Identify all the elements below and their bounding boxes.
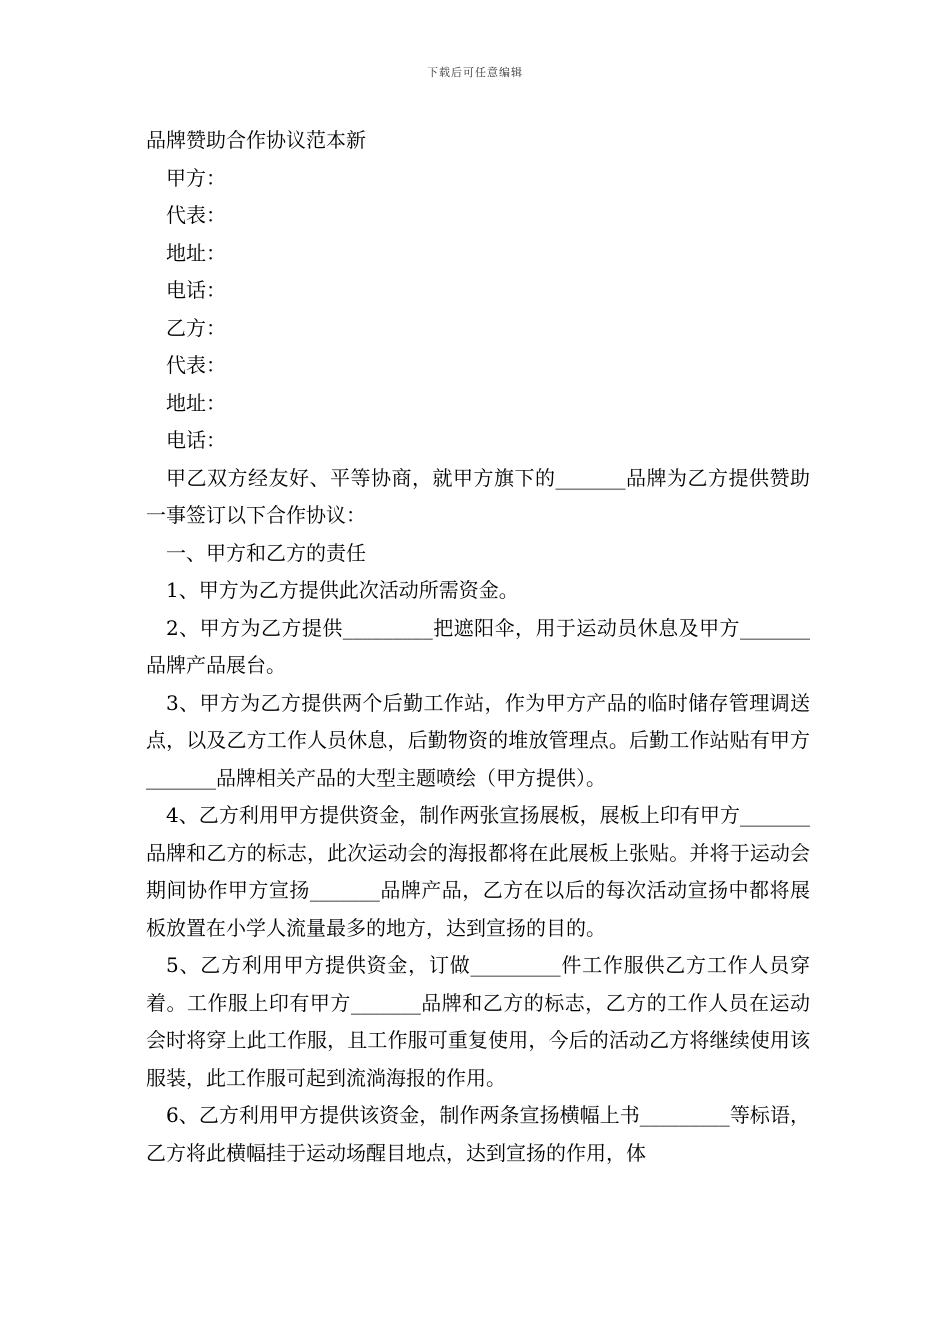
- field-party-b-representative: 代表：: [166, 353, 226, 377]
- clause-5: 5、乙方利用甲方提供资金，订做_________件工作服供乙方工作人员穿着。工作服上印有甲方_______品牌和乙方的标志，乙方的工作人员在运动会时将穿上此工作服，且工作服可重复使用，今后的活动乙方将继续使用该服装，此工作服可起到流淌海报的作用。: [146, 953, 810, 1090]
- document-title: 品牌赞助合作协议范本新: [146, 128, 366, 152]
- clause-4: 4、乙方利用甲方提供资金，制作两张宣扬展板，展板上印有甲方_______品牌和乙方的标志，此次运动会的海报都将在此展板上张贴。并将于运动会期间协作甲方宣扬_______品牌产品，乙方在以后的每次活动宣扬中都将展板放置在小学人流量最多的地方，达到宣扬的目的。: [146, 803, 810, 940]
- clause-6: 6、乙方利用甲方提供该资金，制作两条宣扬横幅上书_________等标语，乙方将此横幅挂于运动场醒目地点，达到宣扬的作用，体: [146, 1103, 810, 1165]
- document-body: [146, 122, 810, 1172]
- field-party-b-address: 地址：: [166, 390, 226, 415]
- field-party-b: 乙方：: [166, 315, 226, 340]
- field-party-a: 甲方：: [166, 165, 226, 190]
- field-party-b-phone: 电话：: [166, 428, 226, 452]
- field-party-a-phone: 电话：: [166, 278, 226, 302]
- section-heading-responsibilities: 一、甲方和乙方的责任: [166, 540, 366, 565]
- page-header-note: 下载后可任意编辑: [427, 66, 523, 79]
- clause-3: 3、甲方为乙方提供两个后勤工作站，作为甲方产品的临时储存管理调送点，以及乙方工作人员休息，后勤物资的堆放管理点。后勤工作站贴有甲方_______品牌相关产品的大型主题喷绘（甲方提供）。: [146, 690, 810, 790]
- field-party-a-representative: 代表：: [166, 203, 226, 227]
- paragraph-intro: 甲乙双方经友好、平等协商，就甲方旗下的_______品牌为乙方提供赞助一事签订以下合作协议：: [146, 465, 810, 527]
- clause-1: 1、甲方为乙方提供此次活动所需资金。: [166, 578, 519, 602]
- clause-2: 2、甲方为乙方提供_________把遮阳伞，用于运动员休息及甲方_______品牌产品展台。: [146, 615, 810, 677]
- field-party-a-address: 地址：: [166, 240, 226, 265]
